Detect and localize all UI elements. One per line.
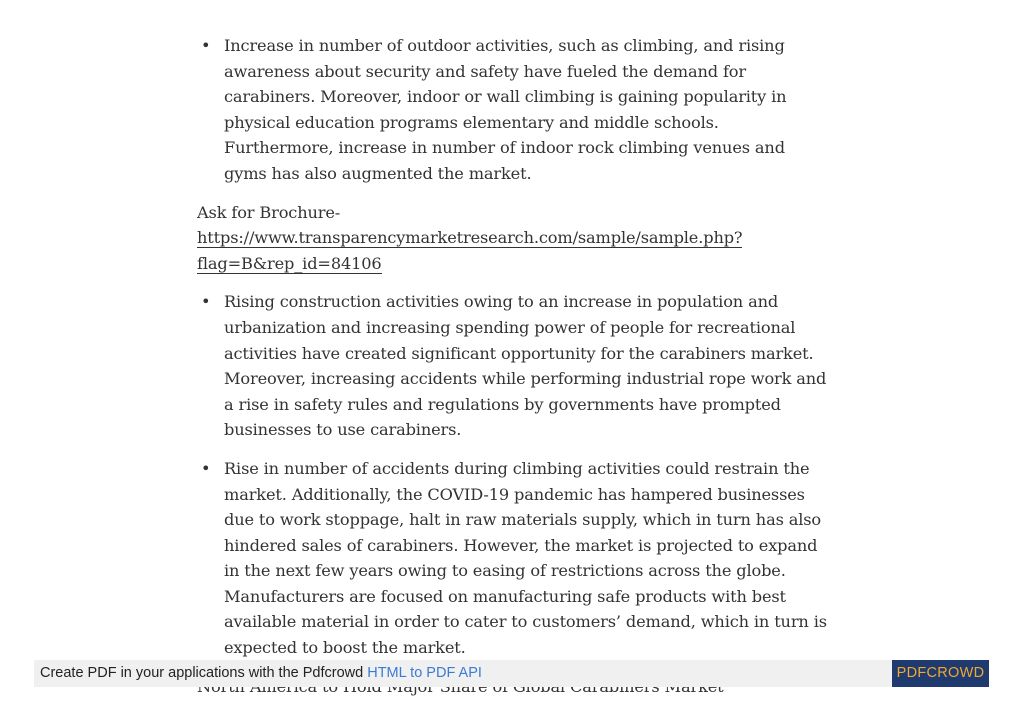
footer-text: [40, 665, 482, 681]
bullet-list-top: [197, 33, 827, 187]
pdfcrowd-brand-button[interactable]: PDFCROWD: [892, 660, 989, 687]
bullet-marker: •: [201, 458, 211, 478]
brochure-link[interactable]: https://www.transparencymarketresearch.com/sample/sample.php?flag=B&rep_id=84106: [197, 228, 743, 273]
list-item-text: Increase in number of outdoor activities, such as climbing, and rising awareness about security and safety have fueled the demand for carabiners. Moreover, indoor or wall climbing is gaining popularity in physical education programs elementary and middle schools. Furthermore, increase in number of indoor rock climbing venues and gyms has also augmented the market.: [224, 36, 787, 183]
list-item: [197, 456, 827, 661]
html-to-pdf-api-link[interactable]: HTML to PDF API: [367, 665, 482, 681]
bullet-marker: •: [201, 36, 211, 55]
bullet-marker: •: [201, 292, 211, 312]
list-item: [197, 289, 827, 443]
list-item-text: Rising construction activities owing to an increase in population and urbanization and increasing spending power of people for recreational activities have created significant opportunity for the carabiners market. Moreover, increasing accidents while performing industrial rope work and a rise in safety rules and regulations by governments have prompted businesses to use carabiners.: [224, 292, 827, 440]
brochure-paragraph: [197, 200, 827, 277]
list-item-text: Rise in number of accidents during climbing activities could restrain the market. Additionally, the COVID-19 pandemic has hampered businesses due to work stoppage, halt in raw materials supply, which in turn has also hindered sales of carabiners. However, the market is projected to expand in the next few years owing to easing of restrictions across the globe. Manufacturers are focused on manufacturing safe products with best available material in order to cater to customers’ demand, which in turn is expected to boost the market.: [224, 458, 827, 658]
list-item: [197, 33, 827, 187]
footer-caption: Create PDF in your applications with the Pdfcrowd: [40, 665, 368, 681]
document-body: [197, 33, 827, 712]
brochure-label: Ask for Brochure-: [197, 202, 341, 222]
bullet-list-bottom: [197, 289, 827, 660]
pdf-footer-bar: [34, 660, 989, 687]
